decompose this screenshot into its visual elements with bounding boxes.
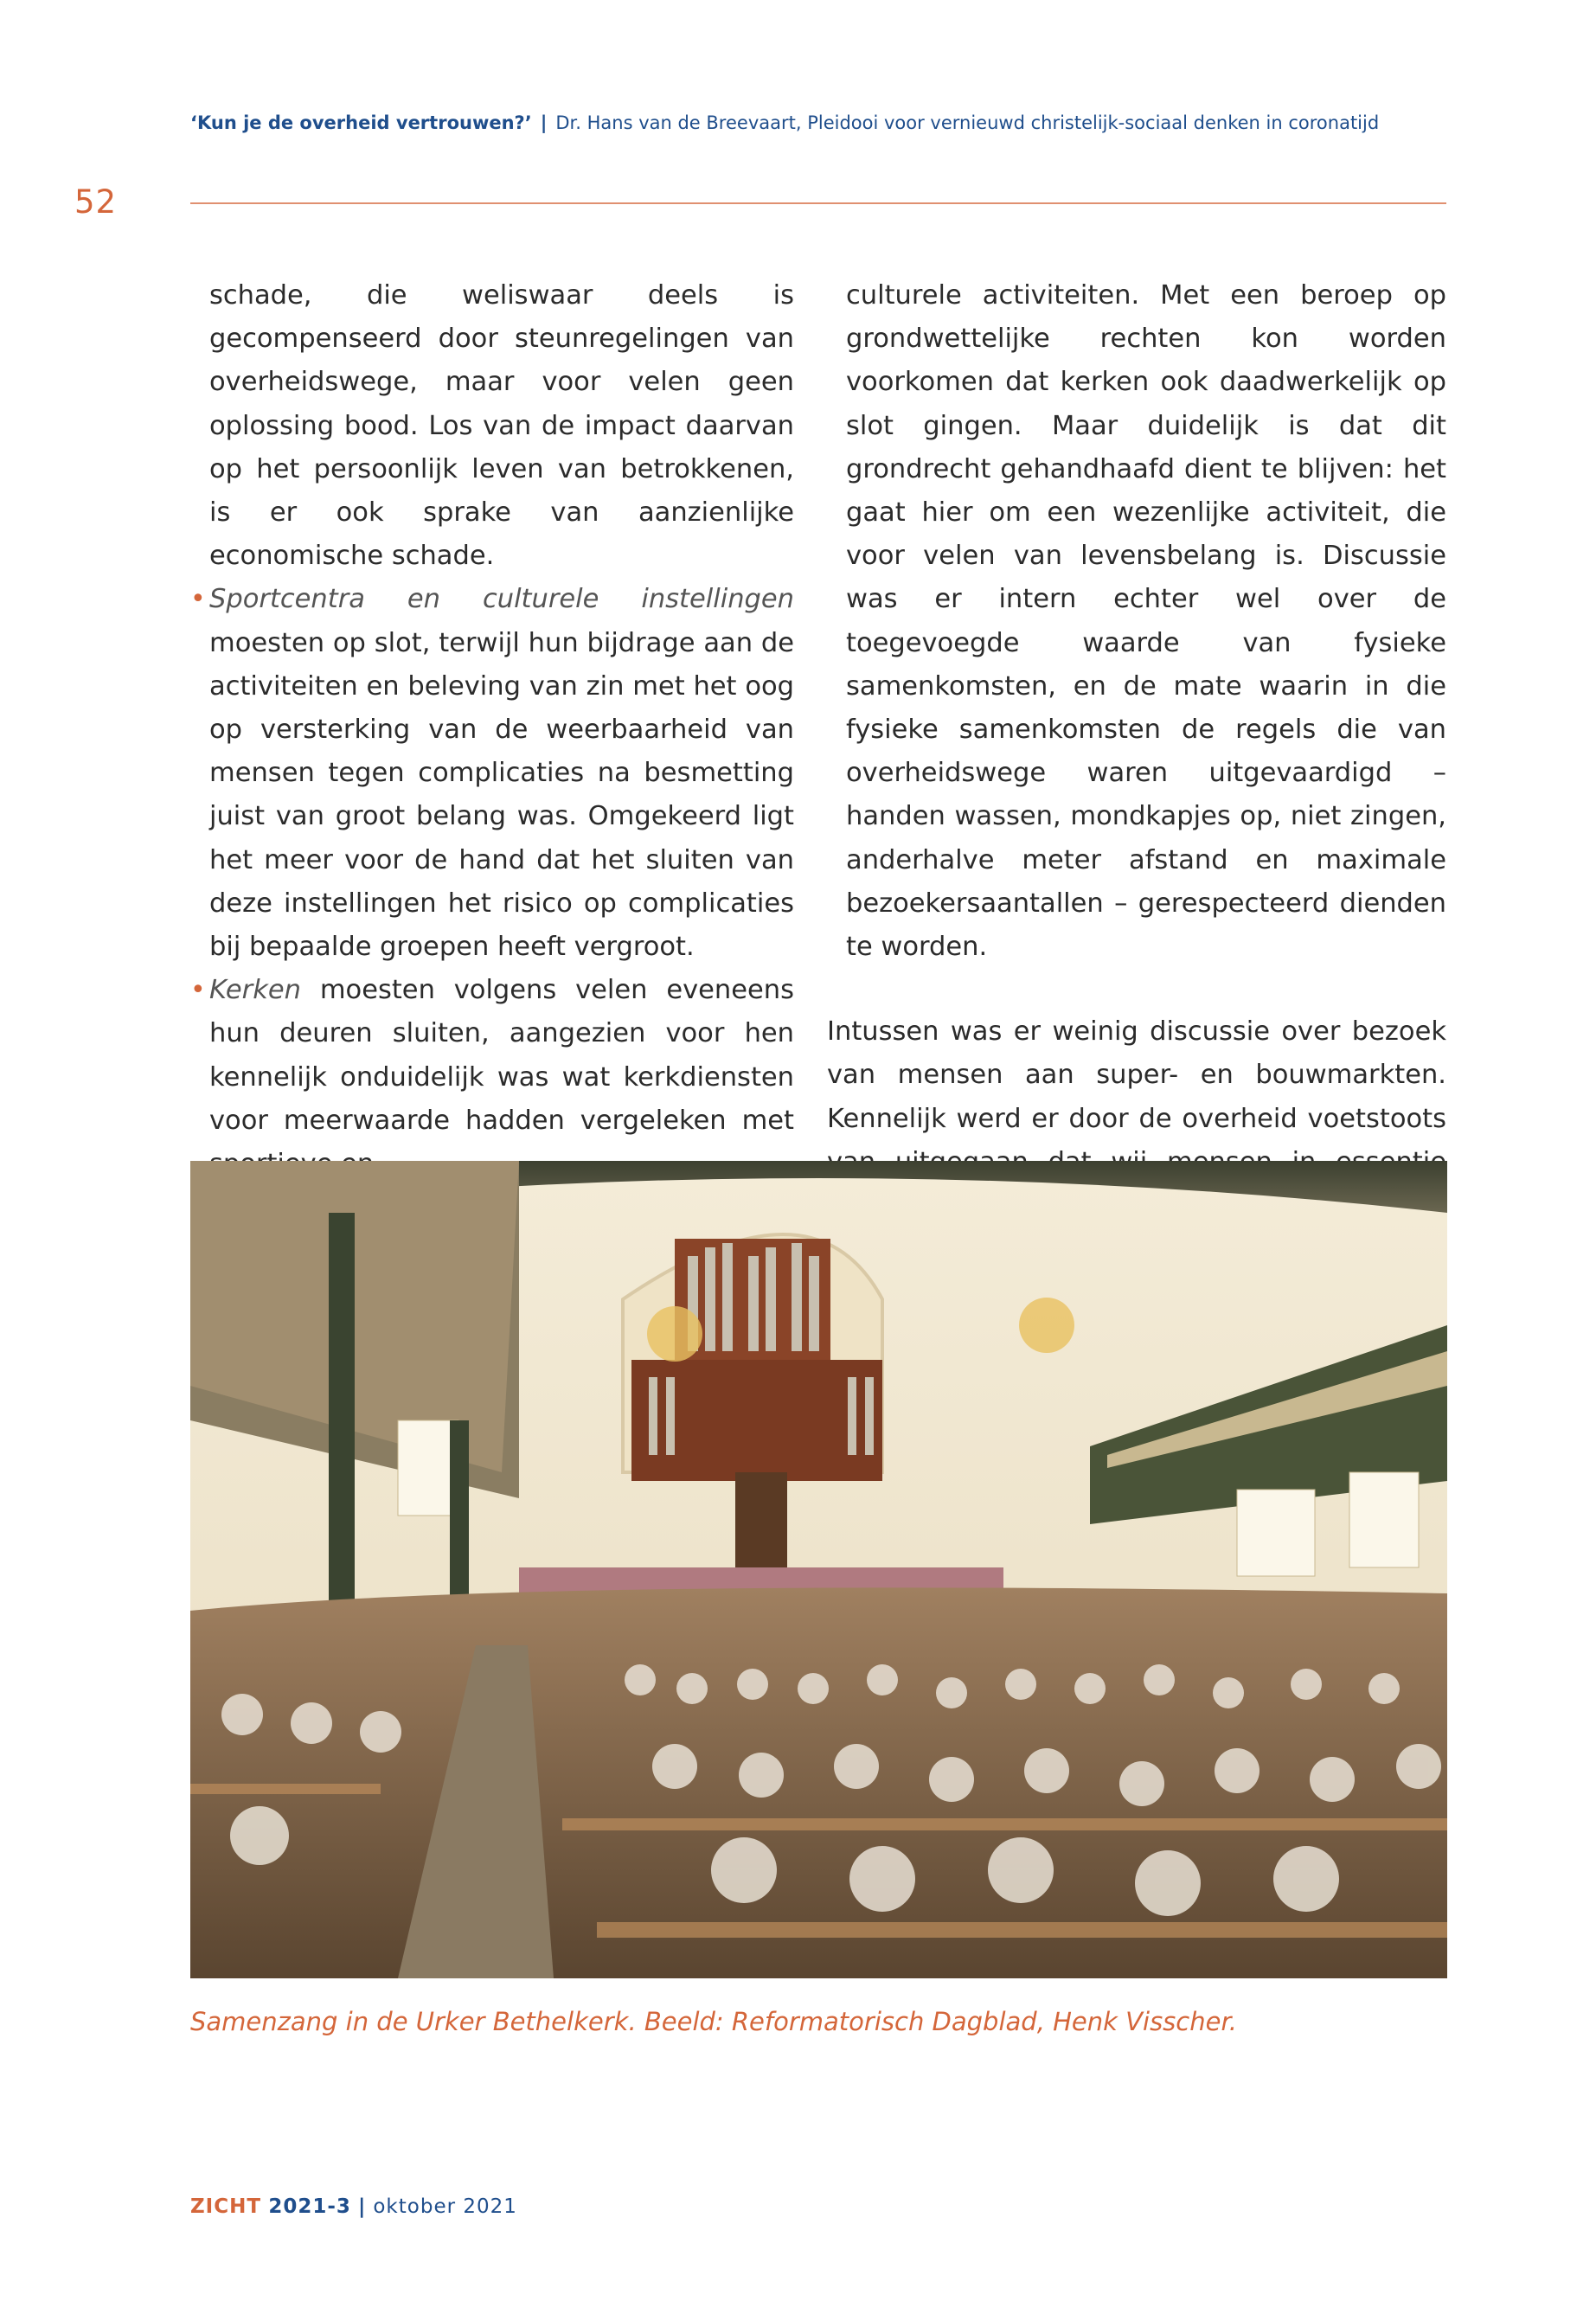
footer-issue: 2021-3 bbox=[268, 2195, 351, 2218]
bullet-dot-icon: • bbox=[190, 584, 206, 615]
header-rule bbox=[190, 202, 1446, 204]
bullet-paragraph bbox=[209, 969, 794, 1186]
running-head-subtitle: Dr. Hans van de Breevaart, Pleidooi voor vernieuwd christelijk-sociaal denken in coronatijd bbox=[555, 112, 1380, 133]
bullet-dot-icon: • bbox=[190, 975, 206, 1006]
bullet-item-kerken bbox=[190, 969, 794, 1186]
running-head-separator: | bbox=[540, 112, 548, 133]
bullet-body: moesten volgens velen eveneens hun deuren sluiten, aangezien voor hen kennelijk onduidelijk was wat kerkdiensten voor meerwaarde hadden vergeleken met bbox=[209, 975, 794, 1136]
bullet-body: moesten op slot, terwijl hun bijdrage aan de activiteiten en beleving van zin met het oog op versterking van de weerbaarheid van mensen tegen complicaties na besmetting juist van groot belang was. Omgekeerd ligt het meer voor de hand dat het sluiten van deze instellingen het risico op complicaties bij bepaalde groepen heeft vergroot. bbox=[209, 627, 794, 963]
church-interior-illustration bbox=[190, 1161, 1447, 1978]
bullet-paragraph bbox=[209, 578, 794, 969]
photo-caption: Samenzang in de Urker Bethelkerk. Beeld: Reformatorisch Dagblad, Henk Visscher. bbox=[190, 2007, 1237, 2036]
footer bbox=[190, 2195, 517, 2218]
right-column bbox=[827, 274, 1446, 1227]
church-photo bbox=[190, 1161, 1447, 1978]
running-head-title: ‘Kun je de overheid vertrouwen?’ bbox=[190, 112, 532, 133]
bullet-item-sportcentra bbox=[190, 578, 794, 969]
footer-separator: | bbox=[357, 2195, 367, 2218]
footer-date: oktober 2021 bbox=[373, 2195, 517, 2218]
paragraph-gap bbox=[846, 969, 1446, 1010]
bullet-lead-italic: Kerken bbox=[209, 975, 301, 1006]
footer-brand: ZICHT bbox=[190, 2195, 262, 2218]
running-head bbox=[190, 112, 1445, 133]
left-continued-text: schade, die weliswaar deels is gecompenseerd door steunregelingen van overheidswege, maar voor velen geen oplossing bood. Los van de impact daarvan op het persoonlijk leven van betrokkenen, is er ook sprake van aanzienlijke economische schade. bbox=[209, 280, 794, 572]
right-continued-text: culturele activiteiten. Met een beroep op grondwettelijke rechten kon worden voorkomen dat kerken ook daadwerkelijk op slot gingen. Maar duidelijk is dat dit grondrecht gehandhaafd dient te blijven: het gaat hier om een wezenlijke activiteit, die voor velen van levensbelang is. Discussie was er intern echter wel over de toegevoegde waarde van fysieke samenkomsten, en de mate waarin in die fysieke samenkomsten de regels die van overheidswege waren uitgevaardigd – handen wassen, mondkapjes op, niet zingen, anderhalve meter afstand en maximale bezoekersaantallen – gerespecteerd dienden te worden. bbox=[846, 280, 1446, 963]
bullet-lead-italic: Sportcentra en culturele instellingen bbox=[209, 584, 794, 615]
right-paragraph-2: Intussen was er weinig discussie over bezoek van mensen aan super- en bouwmarkten. Kennelijk werd er door de overheid voetstoots bbox=[827, 1016, 1446, 1134]
left-column bbox=[190, 274, 794, 1186]
page-number: 52 bbox=[74, 183, 118, 221]
